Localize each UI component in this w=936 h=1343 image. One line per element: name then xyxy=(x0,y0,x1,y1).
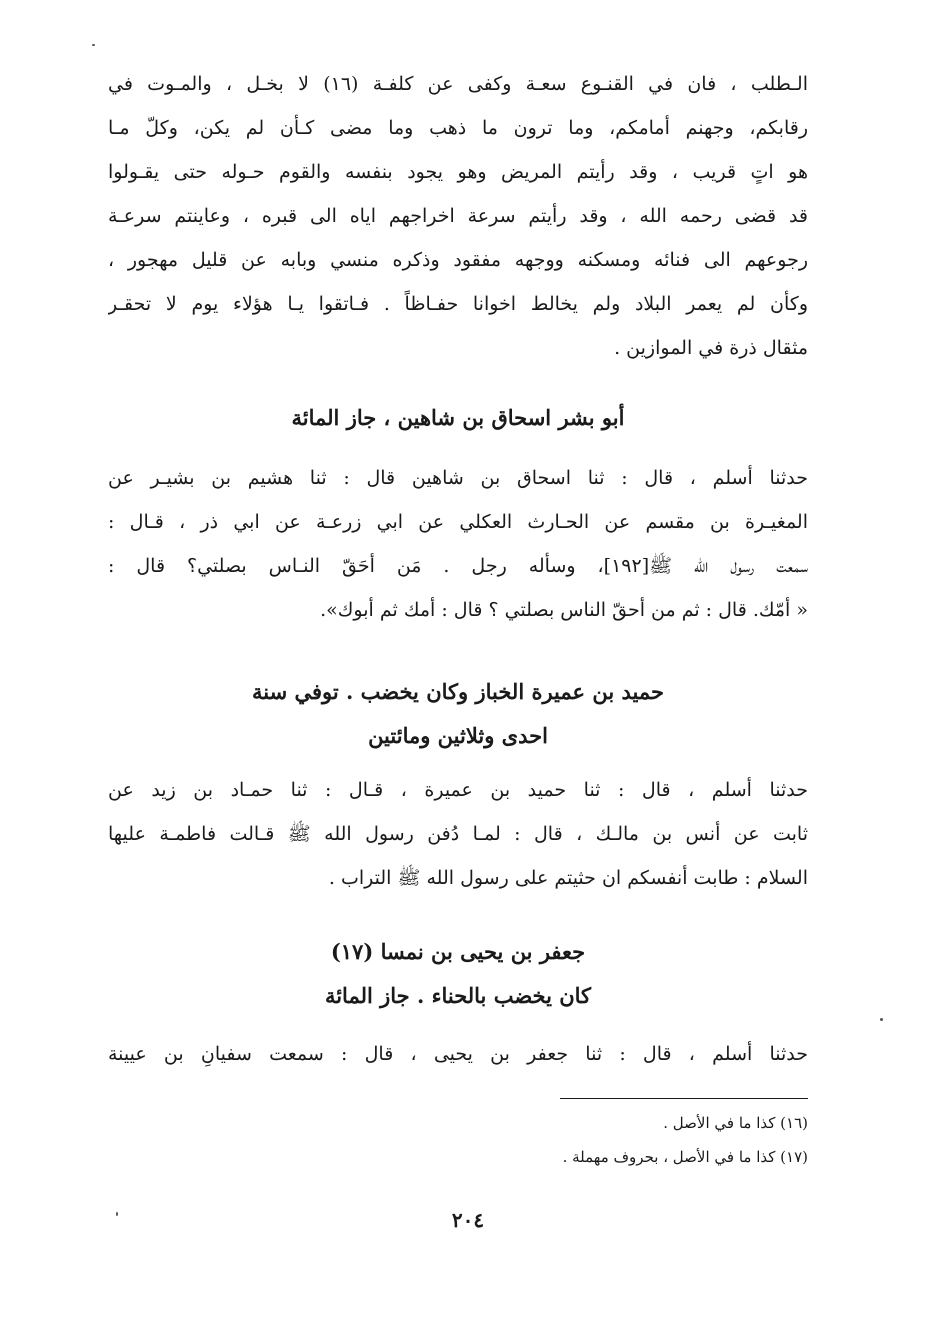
text-line: الـطلب ، فان في القنـوع سعـة وكفى عن كلفـة (١٦) لا بخـل ، والمـوت في xyxy=(108,73,808,95)
text-line: « أمّك. قال : ثم من أحقّ الناس بصلتي ؟ قال : أمك ثم أبوك». xyxy=(320,599,808,621)
scan-speck xyxy=(116,1212,118,1216)
text-line: مثقال ذرة في الموازين . xyxy=(614,337,808,359)
section-heading: كان يخضب بالحناء . جاز المائة xyxy=(324,983,592,1008)
page-number: ٢٠٤ xyxy=(451,1208,485,1232)
text-line: حدثنا أسلم ، قال : ثنا حميد بن عميرة ، قـال : ثنا حمـاد بن زيد عن xyxy=(108,779,808,801)
section-paragraph xyxy=(108,1032,808,1076)
text-line: وكأن لم يعمر البلاد ولم يخالط اخوانا حفـاظاً . فـاتقوا يـا هؤلاء يوم لا تحقـر xyxy=(108,293,808,315)
text-line: حدثنا أسلم ، قال : ثنا اسحاق بن شاهين قال : ثنا هشيم بن بشيـر عن xyxy=(108,467,808,489)
scan-speck xyxy=(92,44,95,46)
section-paragraph xyxy=(108,768,808,900)
footnotes xyxy=(400,1106,808,1174)
section-paragraph xyxy=(108,456,808,632)
section-heading: أبو بشر اسحاق بن شاهين ، جاز المائة xyxy=(291,405,625,430)
text-line: ثابت عن أنس بن مالـك ، قال : لمـا دُفن رسول الله ﷺ قـالت فاطمـة عليها xyxy=(108,823,808,845)
text-line: رجوعهم الى فنائه ومسكنه ووجهه مفقود وذكره منسي وبابه عن قليل مهجور ، xyxy=(108,249,808,271)
text-line: قد قضى رحمه الله ، وقد رأيتم سرعة اخراجهم اياه الى قبره ، وعاينتم سرعـة xyxy=(108,205,808,227)
text-line: رقابكم، وجهنم أمامكم، وما ترون ما ذهب وما مضى كـأن لم يكن، وكلّ مـا xyxy=(108,117,808,139)
section-heading: احدى وثلاثين ومائتين xyxy=(368,723,548,748)
text-line: هو اتٍ قريب ، وقد رأيتم المريض وهو يجود بنفسه والقوم حـوله حتى يقـولوا xyxy=(108,161,808,183)
text-line: حدثنا أسلم ، قال : ثنا جعفر بن يحيى ، قال : سمعت سفيانِ بن عيينة xyxy=(108,1043,808,1065)
text-line: سمعت رسول الله ﷺ[١٩٢]، وسأله رجل . مَن أحَقّ النـاس بصلتي؟ قال : xyxy=(108,555,808,577)
text-line: السلام : طابت أنفسكم ان حثيتم على رسول الله ﷺ التراب . xyxy=(328,867,808,889)
footnote: (١٦) كذا ما في الأصل . xyxy=(663,1114,808,1132)
footnote-divider xyxy=(560,1098,808,1099)
scan-speck xyxy=(880,1018,883,1021)
section-heading: جعفر بن يحيى بن نمسا (١٧) xyxy=(330,939,586,964)
footnote: (١٧) كذا ما في الأصل ، بحروف مهملة . xyxy=(562,1148,808,1166)
section-heading: حميد بن عميرة الخباز وكان يخضب . توفي سنة xyxy=(252,679,664,704)
intro-paragraph xyxy=(108,62,808,370)
text-line: المغيـرة بن مقسم عن الحـارث العكلي عن ابي زرعـة عن ابي ذر ، قـال : xyxy=(108,511,808,533)
